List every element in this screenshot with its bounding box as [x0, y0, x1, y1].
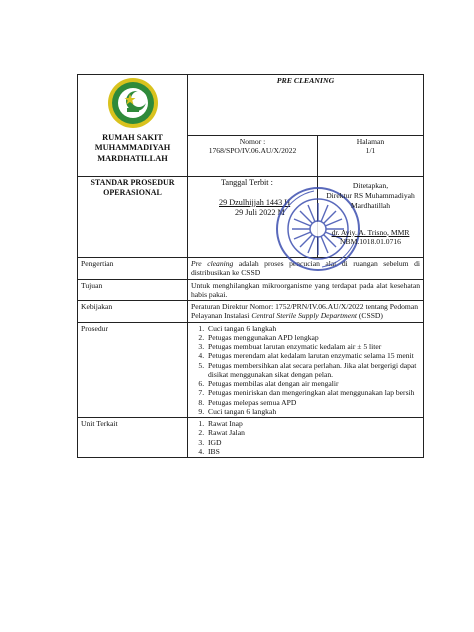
prosedur-step: 7. Petugas meniriskan dan mengeringkan alat menggunakan lap bersih	[206, 388, 420, 397]
unit-row	[78, 418, 424, 458]
prosedur-list	[191, 324, 420, 417]
prosedur-step: 4. Petugas merendam alat kedalam larutan enzymatic selama 15 menit	[206, 351, 420, 360]
kebijakan-label: Kebijakan	[78, 301, 188, 323]
halaman-cell	[318, 136, 424, 177]
director-nbm: NBM.1018.01.0716	[340, 237, 401, 247]
nomor-value: 1768/SPO/IV.06.AU/X/2022	[208, 146, 297, 156]
sop-label-line2: OPERASIONAL	[103, 187, 162, 197]
pengertian-label: Pengertian	[78, 258, 188, 280]
unit-item: 4. IBS	[206, 447, 420, 456]
prosedur-step: 6. Petugas membilas alat dengan air mengalir	[206, 379, 420, 388]
prosedur-step: 9. Cuci tangan 6 langkah	[206, 407, 420, 416]
sop-label-cell	[78, 177, 188, 258]
prosedur-step: 1. Cuci tangan 6 langkah	[206, 324, 420, 333]
unit-content	[188, 418, 424, 458]
sop-label-line1: STANDAR PROSEDUR	[90, 178, 175, 187]
tanggal-label: Tanggal Terbit :	[221, 178, 273, 187]
pengertian-term: Pre cleaning	[191, 259, 234, 268]
jabatan-line2: Mardhatillah	[350, 200, 391, 210]
tujuan-label: Tujuan	[78, 279, 188, 301]
tanggal-masehi: 29 Juli 2022 M	[235, 208, 285, 217]
hospital-name-line2: MUHAMMADIYAH	[94, 143, 171, 153]
sop-table	[77, 74, 424, 458]
nomor-cell	[188, 136, 318, 177]
pengertian-text: adalah proses pencucian alat di ruangan sebelum di distribusikan ke CSSD	[191, 259, 420, 278]
ditetapkan-text: Ditetapkan,	[352, 181, 389, 190]
signature-cell	[318, 177, 424, 258]
hospital-cell	[78, 75, 188, 177]
unit-item: 2. Rawat Jalan	[206, 428, 420, 437]
prosedur-row	[78, 322, 424, 418]
halaman-value: 1/1	[365, 146, 376, 156]
signature-space	[321, 211, 420, 228]
prosedur-step: 3. Petugas membuat larutan enzymatic kedalam air ± 5 liter	[206, 342, 420, 351]
prosedur-step: 8. Petugas melepas semua APD	[206, 398, 420, 407]
nomor-label: Nomor :	[239, 137, 266, 146]
kebijakan-suffix: (CSSD)	[356, 311, 383, 321]
unit-label: Unit Terkait	[78, 418, 188, 458]
kebijakan-text: Peraturan Direktur Nomor: 1752/PRN/IV.06.AU/X/2022 tentang Pedoman Pelayanan Instalasi	[191, 302, 419, 321]
prosedur-step: 2. Petugas menggunakan APD lengkap	[206, 333, 420, 342]
unit-item: 3. IGD	[206, 438, 420, 447]
hospital-name-line3: MARDHATILLAH	[97, 153, 168, 163]
prosedur-content	[188, 322, 424, 418]
tujuan-row	[78, 279, 424, 301]
hospital-name-line1: RUMAH SAKIT	[102, 133, 163, 142]
pengertian-row	[78, 258, 424, 280]
director-name: dr. Aviy. A. Trisno, MMR	[331, 227, 410, 237]
prosedur-step: 5. Petugas membersihkan alat secara perlahan. Jika alat bergerigi dapat disikat menggunakan sikat dengan pelan.	[206, 361, 420, 380]
tujuan-text: Untuk menghilangkan mikroorganisme yang terdapat pada alat kesehatan habis pakai.	[188, 279, 424, 301]
kebijakan-italic: Central Sterile Supply Department	[251, 311, 357, 321]
prosedur-label: Prosedur	[78, 322, 188, 418]
sop-row	[78, 177, 424, 258]
tanggal-hijri: 29 Dzulhijjah 1443 H	[219, 198, 291, 207]
unit-list	[191, 419, 420, 456]
hospital-name	[81, 133, 184, 164]
signature-block	[321, 178, 420, 247]
halaman-label: Halaman	[356, 137, 385, 146]
header-row	[78, 75, 424, 136]
hospital-logo-icon	[106, 76, 160, 130]
kebijakan-content	[188, 301, 424, 323]
kebijakan-row	[78, 301, 424, 323]
jabatan-line1: Direktur RS Muhammadiyah	[326, 190, 415, 200]
unit-item: 1. Rawat Inap	[206, 419, 420, 428]
document-title: PRE CLEANING	[188, 75, 424, 136]
